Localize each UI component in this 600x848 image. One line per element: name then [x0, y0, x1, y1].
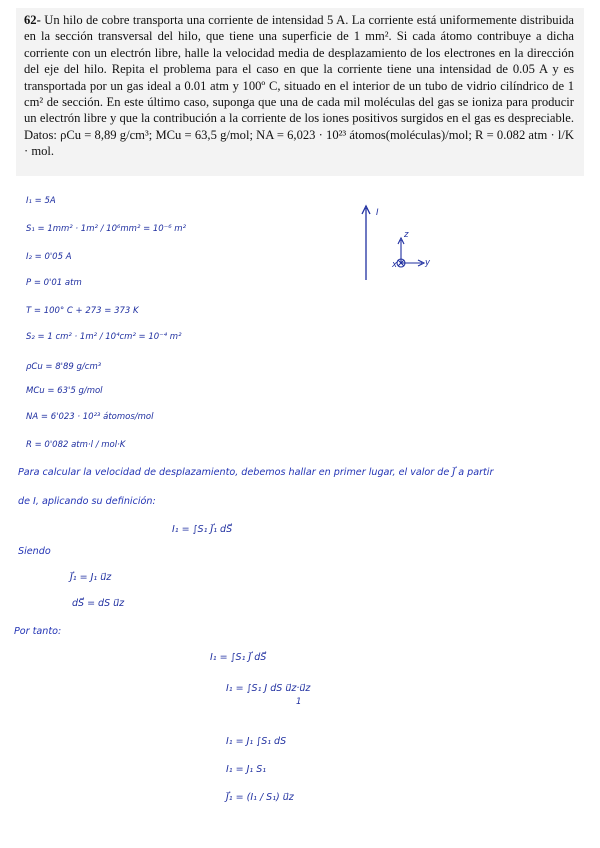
step-3-equation: I₁ = J₁ ∫S₁ dS — [226, 736, 287, 747]
data-density: ρCu = 8'89 g/cm³ — [26, 362, 102, 372]
current-density-vector-equation: J⃗₁ = J₁ u⃗z — [70, 572, 112, 583]
siendo-label: Siendo — [18, 546, 51, 557]
data-current-1: I₁ = 5A — [26, 196, 56, 206]
por-tanto-label: Por tanto: — [14, 626, 62, 637]
data-temperature: T = 100° C + 273 = 373 K — [26, 306, 139, 316]
current-definition-equation: I₁ = ∫S₁ J⃗₁ dS⃗ — [172, 524, 233, 535]
problem-number: 62- — [24, 13, 41, 27]
y-axis-label: y — [425, 258, 431, 268]
data-avogadro: NA = 6'023 · 10²³ átomos/mol — [26, 412, 154, 422]
data-pressure: P = 0'01 atm — [26, 278, 82, 288]
z-axis-label: z — [404, 230, 409, 240]
surface-vector-equation: dS⃗ = dS u⃗z — [72, 598, 125, 609]
x-axis-label: x — [392, 260, 398, 270]
current-axis-label: I — [376, 208, 379, 218]
step-1-equation: I₁ = ∫S₁ J⃗ dS⃗ — [210, 652, 267, 663]
problem-body: Un hilo de cobre transporta una corriente de intensidad 5 A. La corriente está uniformemente distribuida en la sección transversal del hilo, que tiene una superficie de 1 mm². Si cada átomo contribuye a dicha corriente con un electrón libre, halle la velocidad media de desplazamiento de los electrones en la dirección del eje del hilo. Repita el problema para el caso en que la corriente tiene una intensidad de 0.05 A y es transportada por un gas ideal a 0.01 atm y 100º C, situado en el interior de un tubo de vidrio cilíndrico de 1 cm² de sección. En este último caso, suponga que una de cada mil moléculas del gas se ioniza para producir un electrón libre y que la contribución a la corriente de los iones positivos surgidos en el gas es despreciable. Datos: ρCu = 8,89 g/cm³; MCu = 63,5 g/mol; NA = 6,023 · 10²³ átomos(moléculas)/mol; R = 0.082 atm · l/K · mol. — [24, 13, 574, 159]
data-current-2: I₂ = 0'05 A — [26, 252, 72, 262]
step-5-equation: J⃗₁ = (I₁ / S₁) u⃗z — [226, 792, 294, 803]
data-section-1: S₁ = 1mm² · 1m² / 10⁶mm² = 10⁻⁶ m² — [26, 224, 186, 234]
data-section-2: S₂ = 1 cm² · 1m² / 10⁴cm² = 10⁻⁴ m² — [26, 332, 182, 342]
explanation-line-1: Para calcular la velocidad de desplazamiento, debemos hallar en primer lugar, el valor de J⃗ a partir — [18, 467, 494, 478]
data-gas-constant: R = 0'082 atm·l / mol·K — [26, 440, 126, 450]
explanation-line-2: de I, aplicando su definición: — [18, 496, 156, 507]
axes-diagram — [350, 200, 450, 290]
step-2-equation: I₁ = ∫S₁ J dS u⃗z·u⃗z — [226, 683, 311, 694]
problem-statement — [24, 12, 574, 160]
step-2-dot-product-note: 1 — [296, 697, 302, 707]
step-4-equation: I₁ = J₁ S₁ — [226, 764, 267, 775]
data-molar-mass: MCu = 63'5 g/mol — [26, 386, 103, 396]
